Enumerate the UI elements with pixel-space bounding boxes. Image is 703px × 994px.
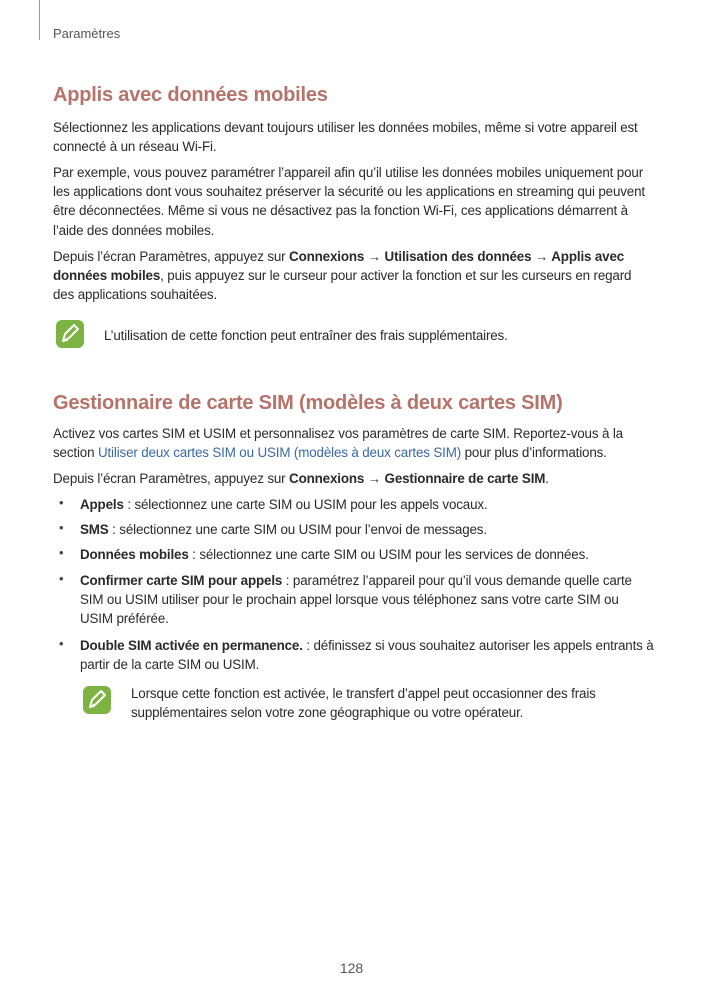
running-header: Paramètres bbox=[53, 26, 121, 41]
list-item: Double SIM activée en permanence. : définissez si vous souhaitez autoriser les appels entrants à partir de la carte SIM ou USIM. bbox=[80, 638, 654, 673]
page-number: 128 bbox=[339, 960, 364, 976]
list-item: Appels : sélectionnez une carte SIM ou USIM pour les appels vocaux. bbox=[80, 497, 488, 512]
list-item: SMS : sélectionnez une carte SIM ou USIM pour l’envoi de messages. bbox=[80, 522, 487, 537]
paragraph: Sélectionnez les applications devant toujours utiliser les données mobiles, même si votre appareil est connecté à un réseau Wi-Fi. bbox=[53, 120, 638, 155]
list-item: Données mobiles : sélectionnez une carte SIM ou USIM pour les services de données. bbox=[80, 547, 589, 562]
note-icon bbox=[82, 685, 112, 715]
paragraph: Activez vos cartes SIM et USIM et personnalisez vos paramètres de carte SIM. Reportez-vous à la section Utiliser deux cartes SIM ou USIM (modèles à deux cartes SIM) pour plus d’informations. bbox=[53, 426, 623, 461]
menu-path: Connexions → Gestionnaire de carte SIM bbox=[289, 471, 546, 486]
menu-path: Connexions → Utilisation des données → Applis avec données mobiles bbox=[53, 249, 625, 284]
bullet-marker: • bbox=[59, 495, 64, 510]
margin-rule bbox=[39, 0, 40, 40]
bullet-marker: • bbox=[59, 636, 64, 651]
note-icon bbox=[55, 319, 85, 349]
section-title-mobile-data-apps: Applis avec données mobiles bbox=[53, 84, 328, 106]
list-item: Confirmer carte SIM pour appels : paramétrez l’appareil pour qu’il vous demande quelle carte SIM ou USIM utiliser pour le prochain appel lorsque vous téléphonez sans votre carte SIM ou USIM préférée. bbox=[80, 573, 632, 627]
paragraph: Par exemple, vous pouvez paramétrer l’appareil afin qu’il utilise les données mobiles uniquement pour les applications dont vous souhaitez préserver la sécurité ou les applications en streaming qui peuvent être déconnectées. Même si vous ne désactivez pas la fonction Wi-Fi, ces applications démarrent à l’aide des données mobiles. bbox=[53, 165, 645, 238]
section-title-sim-manager: Gestionnaire de carte SIM (modèles à deux cartes SIM) bbox=[53, 392, 563, 414]
note-text: Lorsque cette fonction est activée, le transfert d’appel peut occasionner des frais supplémentaires selon votre zone géographique ou votre opérateur. bbox=[131, 686, 596, 721]
bullet-marker: • bbox=[59, 571, 64, 586]
note-text: L’utilisation de cette fonction peut entraîner des frais supplémentaires. bbox=[104, 328, 508, 343]
paragraph: Depuis l’écran Paramètres, appuyez sur Connexions → Gestionnaire de carte SIM. bbox=[53, 471, 549, 486]
bullet-marker: • bbox=[59, 520, 64, 535]
cross-reference-link[interactable]: Utiliser deux cartes SIM ou USIM (modèles à deux cartes SIM) bbox=[97, 445, 462, 461]
bullet-marker: • bbox=[59, 545, 64, 560]
paragraph: Depuis l’écran Paramètres, appuyez sur Connexions → Utilisation des données → Applis avec données mobiles, puis appuyez sur le curseur pour activer la fonction et sur les curseurs en regard des applications souhaitées. bbox=[53, 249, 632, 303]
